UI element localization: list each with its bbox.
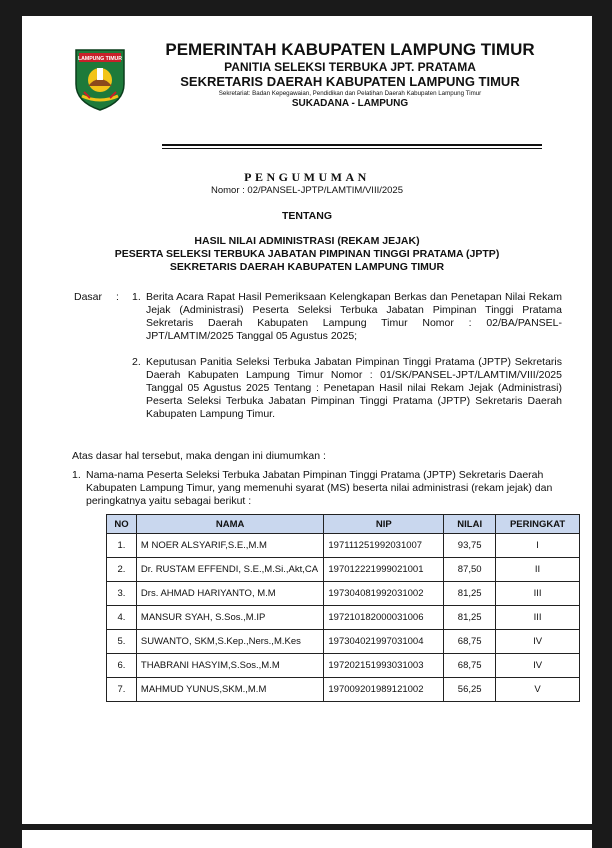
table-row [107,582,580,606]
secretariat-address: Sekretariat: Badan Kepegawaian, Pendidikan dan Pelatihan Daerah Kabupaten Lampung Timur [218,90,482,97]
cell-no: 7. [107,678,137,702]
legal-basis-label: Dasar [74,291,103,303]
regency-emblem-icon [72,46,128,112]
cell-nama: Dr. RUSTAM EFFENDI, S.E.,M.Si.,Akt,CA [136,558,323,582]
cell-nip: 197111251992031007 [324,534,444,558]
cell-peringkat: IV [496,654,580,678]
cell-no: 2. [107,558,137,582]
announcement-intro: Atas dasar hal tersebut, maka dengan ini diumumkan : [72,450,326,462]
letterhead-rule-thin [162,148,542,149]
announcement-number: Nomor : 02/PANSEL-JPTP/LAMTIM/VIII/2025 [211,185,403,196]
letterhead-rule-thick [162,144,542,146]
cell-nama: MAHMUD YUNUS,SKM.,M.M [136,678,323,702]
cell-nama: SUWANTO, SKM,S.Kep.,Ners.,M.Kes [136,630,323,654]
next-page-edge [22,830,592,848]
legal-basis-item [132,356,562,421]
table-row [107,630,580,654]
item-number: 2. [132,356,141,368]
cell-nip: 197304081992031002 [324,582,444,606]
position-name: SEKRETARIS DAERAH KABUPATEN LAMPUNG TIMUR [180,74,520,89]
cell-nip: 197012221999021001 [324,558,444,582]
cell-nilai: 68,75 [444,654,496,678]
column-header-peringkat: PERINGKAT [496,515,580,534]
cell-peringkat: IV [496,630,580,654]
table-row [107,678,580,702]
location: SUKADANA - LAMPUNG [291,98,409,109]
item-number: 1. [132,291,141,303]
subject-line: PESERTA SELEKSI TERBUKA JABATAN PIMPINAN TINGGI PRATAMA (JPTP) [114,248,500,260]
cell-nama: THABRANI HASYIM,S.Sos.,M.M [136,654,323,678]
announcement-title: PENGUMUMAN [244,170,370,184]
column-header-nilai: NILAI [444,515,496,534]
subject-line: SEKRETARIS DAERAH KABUPATEN LAMPUNG TIMUR [169,261,445,273]
cell-no: 6. [107,654,137,678]
cell-nip: 197210182000031006 [324,606,444,630]
cell-nip: 197202151993031003 [324,654,444,678]
table-header-row [107,515,580,534]
cell-no: 4. [107,606,137,630]
cell-peringkat: III [496,582,580,606]
announcement-subject [22,235,592,274]
table-row [107,606,580,630]
announcement-title-block [22,170,592,274]
cell-nilai: 68,75 [444,630,496,654]
column-header-nip: NIP [324,515,444,534]
cell-peringkat: V [496,678,580,702]
cell-no: 1. [107,534,137,558]
item-text: Berita Acara Rapat Hasil Pemeriksaan Kelengkapan Berkas dan Penetapan Nilai Rekam Jejak (Administrasi) Peserta Seleksi Terbuka Jabatan Pimpinan Tinggi Pratama Sekretaris Daerah Kabupaten Lampung Timur Nomor : 02/BA/PANSEL-JPT/LAMTIM/2025 Tanggal 05 Agustus 2025; [146,291,562,342]
table-row [107,534,580,558]
cell-peringkat: III [496,606,580,630]
cell-nilai: 87,50 [444,558,496,582]
cell-nilai: 81,25 [444,606,496,630]
letterhead [22,40,592,140]
point-number: 1. [72,469,81,481]
committee-name: PANITIA SELEKSI TERBUKA JPT. PRATAMA [224,60,476,74]
tentang-heading: TENTANG [282,210,332,222]
point-one [72,469,572,508]
cell-no: 5. [107,630,137,654]
item-text: Keputusan Panitia Seleksi Terbuka Jabatan Pimpinan Tinggi Pratama (JPTP) Sekretaris Daerah Kabupaten Lampung Timur Nomor : 01/SK/PANSEL-JPT/LAMTIM/VIII/2025 Tanggal 05 Agustus 2025 Tentang : Penetapan Hasil nilai Rekam Jejak (Administrasi) Peserta Seleksi Terbuka Jabatan Pimpinan Tinggi Pratama (JPTP) Sekretaris Daerah Kabupaten Lampung Timur. [146,356,562,420]
cell-nama: M NOER ALSYARIF,S.E.,M.M [136,534,323,558]
cell-no: 3. [107,582,137,606]
cell-nilai: 81,25 [444,582,496,606]
subject-line: HASIL NILAI ADMINISTRASI (REKAM JEJAK) [194,235,420,247]
cell-peringkat: II [496,558,580,582]
cell-nip: 197304021997031004 [324,630,444,654]
results-table [106,514,580,702]
column-header-no: NO [107,515,137,534]
table-row [107,558,580,582]
table-row [107,654,580,678]
cell-nilai: 56,25 [444,678,496,702]
column-header-nama: NAMA [136,515,323,534]
cell-nama: Drs. AHMAD HARIYANTO, M.M [136,582,323,606]
cell-nilai: 93,75 [444,534,496,558]
legal-basis-item [132,291,562,343]
cell-nip: 197009201989121002 [324,678,444,702]
government-name: PEMERINTAH KABUPATEN LAMPUNG TIMUR [165,40,535,59]
document-page [22,16,592,824]
svg-text:LAMPUNG TIMUR: LAMPUNG TIMUR [77,56,123,62]
cell-peringkat: I [496,534,580,558]
cell-nama: MANSUR SYAH, S.Sos.,M.IP [136,606,323,630]
legal-basis-colon: : [116,291,119,303]
point-text: Nama-nama Peserta Seleksi Terbuka Jabatan Pimpinan Tinggi Pratama (JPTP) Sekretaris Daerah Kabupaten Lampung Timur, yang memenuhi syarat (MS) beserta nilai administrasi (rekam jejak) dan peringkatnya yaitu sebagai berikut : [86,469,553,507]
